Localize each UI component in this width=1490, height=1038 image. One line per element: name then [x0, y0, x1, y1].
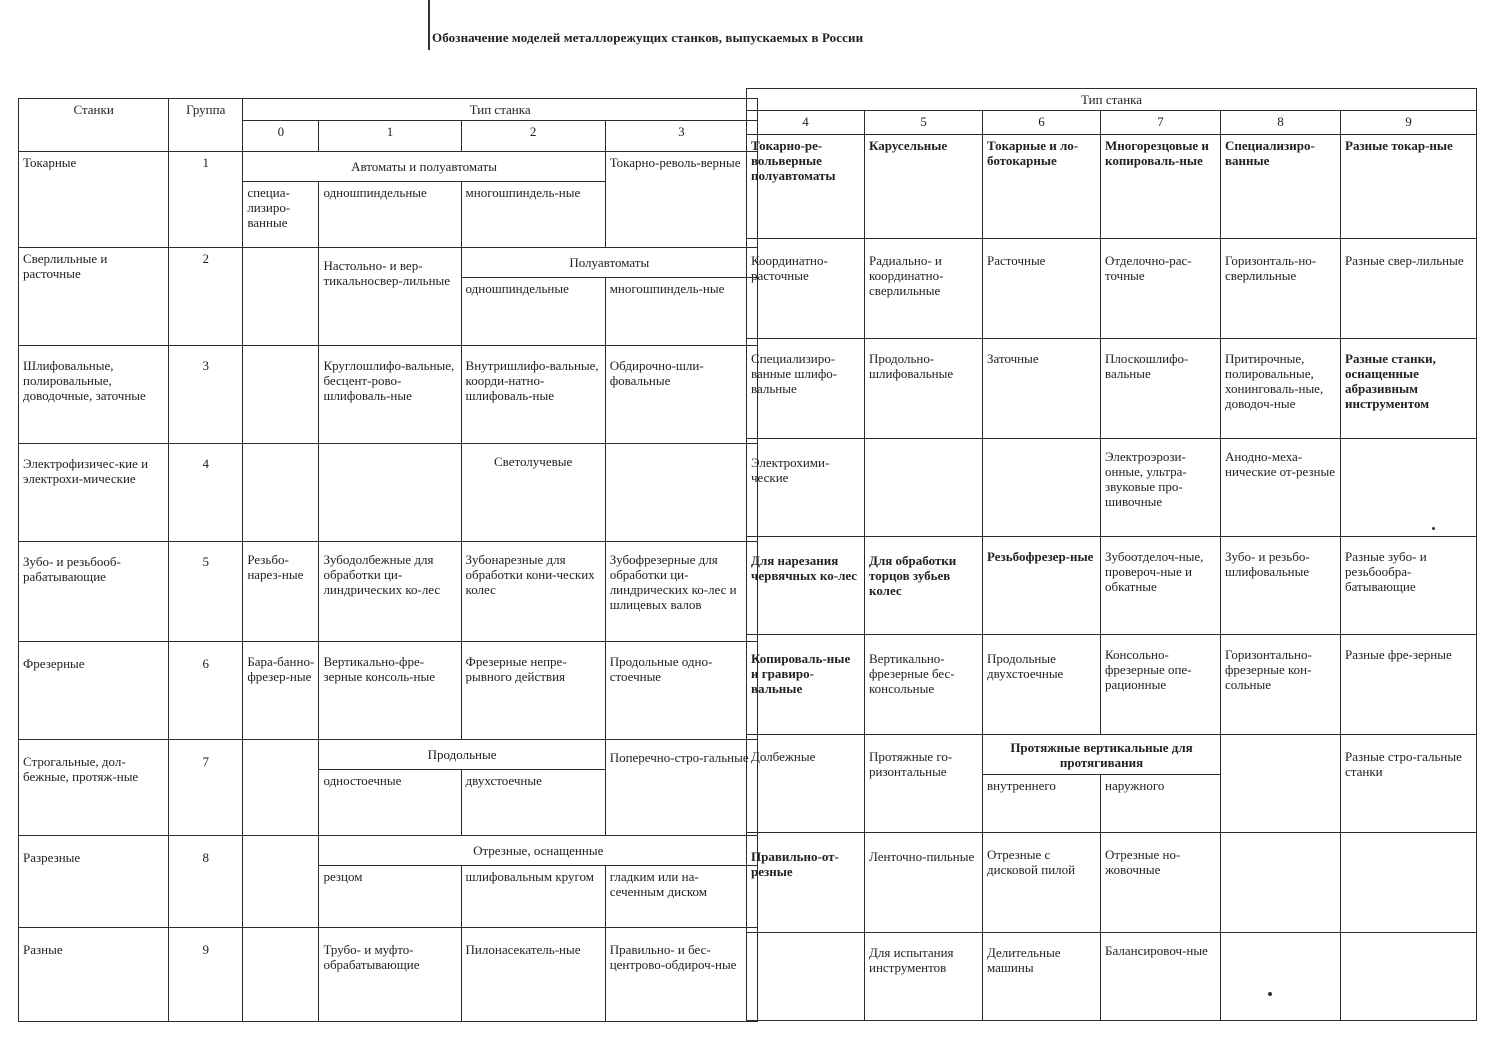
row-group: 8 — [169, 836, 243, 928]
cell-type-6: Продольные двухстоечные — [983, 635, 1101, 735]
cell-type-5: Продольно-шлифовальные — [865, 339, 983, 439]
cell-type-7: Многорезцовые и копироваль-ные — [1101, 135, 1221, 239]
row-name: Разные — [19, 928, 169, 1022]
row-name: Фрезерные — [19, 642, 169, 740]
cell-type-4: Правильно-от-резные — [747, 833, 865, 933]
cell-type-4: Электрохими-ческие — [747, 439, 865, 537]
cell-type-3: Обдирочно-шли-фовальные — [605, 346, 757, 444]
cell-type-2: Фрезерные непре-рывного действия — [461, 642, 605, 740]
cell-type-2: шлифовальным кругом — [461, 866, 605, 928]
cell-type-3: гладким или на-сеченным диском — [605, 866, 757, 928]
header-type-label: Тип станка — [747, 89, 1477, 111]
cell-type-5: Карусельные — [865, 135, 983, 239]
cell-type-1: Вертикально-фре-зерные консоль-ные — [319, 642, 461, 740]
cell-type-2: Пилонасекатель-ные — [461, 928, 605, 1022]
cell-type-6: внутреннего — [983, 775, 1101, 833]
cell-type-0 — [243, 836, 319, 928]
cell-type-9: Разные фре-зерные — [1341, 635, 1477, 735]
cell-type-7: Отрезные но-жовочные — [1101, 833, 1221, 933]
cell-type-7: Отделочно-рас-точные — [1101, 239, 1221, 339]
cell-type-6: Токарные и ло-ботокарные — [983, 135, 1101, 239]
cell-type-1: резцом — [319, 866, 461, 928]
cell-type-7: Электроэрози-онные, ультра-звуковые про-шивочные — [1101, 439, 1221, 537]
header-type-2: 2 — [461, 121, 605, 152]
cell-type-6: Расточные — [983, 239, 1101, 339]
cell-type-3 — [605, 444, 757, 542]
cell-type-9: Разные токар-ные — [1341, 135, 1477, 239]
cell-type-4 — [747, 933, 865, 1021]
cell-type-4: Координатно-расточные — [747, 239, 865, 339]
row-name: Токарные — [19, 152, 169, 248]
cell-type-1: Настольно- и вер-тикальносвер-лильные — [319, 248, 461, 346]
row-name: Зубо- и резьбооб-рабатывающие — [19, 542, 169, 642]
row-name: Шлифовальные, полировальные, доводочные, заточные — [19, 346, 169, 444]
row-name: Строгальные, дол-бежные, протяж-ные — [19, 740, 169, 836]
cell-type-1: Круглошлифо-вальные, бесцент-рово-шлифоваль-ные — [319, 346, 461, 444]
row-name: Сверлильные и расточные — [19, 248, 169, 346]
cell-type-9: Разные станки, оснащенные абразивным инструментом — [1341, 339, 1477, 439]
cell-type-2: одношпиндельные — [461, 278, 605, 346]
merged-cell: Полуавтоматы — [461, 248, 757, 278]
cell-type-0 — [243, 928, 319, 1022]
cell-type-6 — [983, 439, 1101, 537]
header-type-8: 8 — [1221, 111, 1341, 135]
cell-type-0 — [243, 740, 319, 836]
cell-type-9: Разные свер-лильные — [1341, 239, 1477, 339]
header-type-3: 3 — [605, 121, 757, 152]
cell-type-0: Бара-банно-фрезер-ные — [243, 642, 319, 740]
merged-cell: Автоматы и полуавтоматы — [243, 152, 605, 182]
cell-type-0: специа-лизиро-ванные — [243, 182, 319, 248]
cell-type-8: Притирочные, полировальные, хонинговаль-ные, доводоч-ные — [1221, 339, 1341, 439]
header-machines: Станки — [19, 99, 169, 152]
header-group: Группа — [169, 99, 243, 152]
cell-type-7: Консольно-фрезерные опе-рационные — [1101, 635, 1221, 735]
cell-type-1: Трубо- и муфто-обрабатывающие — [319, 928, 461, 1022]
cell-type-8 — [1221, 735, 1341, 833]
cell-type-1 — [319, 444, 461, 542]
cell-type-8: Специализиро-ванные — [1221, 135, 1341, 239]
cell-type-5: Для обработки торцов зубьев колес — [865, 537, 983, 635]
cell-type-2: многошпиндель-ные — [461, 182, 605, 248]
header-type-0: 0 — [243, 121, 319, 152]
cell-type-4: Долбежные — [747, 735, 865, 833]
cell-type-5: Ленточно-пильные — [865, 833, 983, 933]
row-group: 5 — [169, 542, 243, 642]
cell-type-6: Отрезные с дисковой пилой — [983, 833, 1101, 933]
cell-type-6: Делительные машины — [983, 933, 1101, 1021]
cell-type-7: Зубоотделоч-ные, провероч-ные и обкатные — [1101, 537, 1221, 635]
cell-type-3: Токарно-револь-верные — [605, 152, 757, 248]
cell-type-6: Заточные — [983, 339, 1101, 439]
cell-type-1: Зубодолбежные для обработки ци-линдрических ко-лес — [319, 542, 461, 642]
cell-type-3: Поперечно-стро-гальные — [605, 740, 757, 836]
cell-type-5 — [865, 439, 983, 537]
header-type-6: 6 — [983, 111, 1101, 135]
row-name: Электрофизичес-кие и электрохи-мические — [19, 444, 169, 542]
row-group: 7 — [169, 740, 243, 836]
row-group: 6 — [169, 642, 243, 740]
cell-type-3: Продольные одно-стоечные — [605, 642, 757, 740]
cell-type-3: многошпиндель-ные — [605, 278, 757, 346]
row-group: 4 — [169, 444, 243, 542]
cell-type-8: Зубо- и резьбо-шлифовальные — [1221, 537, 1341, 635]
cell-type-0 — [243, 248, 319, 346]
cell-type-8: Анодно-меха-нические от-резные — [1221, 439, 1341, 537]
cell-type-5: Протяжные го-ризонтальные — [865, 735, 983, 833]
header-type-9: 9 — [1341, 111, 1477, 135]
row-group: 1 — [169, 152, 243, 248]
cell-type-4: Копироваль-ные и гравиро-вальные — [747, 635, 865, 735]
row-group: 9 — [169, 928, 243, 1022]
header-type-label: Тип станка — [243, 99, 758, 121]
cell-type-2: Внутришлифо-вальные, коорди-натно-шлифоваль-ные — [461, 346, 605, 444]
cell-type-5: Для испытания инструментов — [865, 933, 983, 1021]
header-type-7: 7 — [1101, 111, 1221, 135]
scan-speck — [1268, 992, 1272, 996]
merged-cell: Отрезные, оснащенные — [319, 836, 758, 866]
page-title: Обозначение моделей металлорежущих станков, выпускаемых в России — [432, 30, 864, 45]
cell-type-1: одностоечные — [319, 770, 461, 836]
cell-type-9 — [1341, 833, 1477, 933]
header-type-1: 1 — [319, 121, 461, 152]
cell-type-7: Плоскошлифо-вальные — [1101, 339, 1221, 439]
cell-type-5: Вертикально-фрезерные бес-консольные — [865, 635, 983, 735]
cell-type-4: Специализиро-ванные шлифо-вальные — [747, 339, 865, 439]
cell-type-2: Зубонарезные для обработки кони-ческих колес — [461, 542, 605, 642]
cell-type-9: Разные зубо- и резьбообра-батывающие — [1341, 537, 1477, 635]
cell-type-4: Токарно-ре-вольверные полуавтоматы — [747, 135, 865, 239]
cell-type-6: Резьбофрезер-ные — [983, 537, 1101, 635]
cell-type-0 — [243, 444, 319, 542]
cell-type-9 — [1341, 933, 1477, 1021]
cell-type-9 — [1341, 439, 1477, 537]
header-type-5: 5 — [865, 111, 983, 135]
cell-type-2: Светолучевые — [461, 444, 605, 542]
scan-margin-line — [428, 0, 430, 50]
row-name: Разрезные — [19, 836, 169, 928]
cell-type-8: Горизонтально-фрезерные кон-сольные — [1221, 635, 1341, 735]
merged-cell: Протяжные вертикальные для протягивания — [983, 735, 1221, 775]
cell-type-7: наружного — [1101, 775, 1221, 833]
cell-type-8 — [1221, 833, 1341, 933]
cell-type-9: Разные стро-гальные станки — [1341, 735, 1477, 833]
row-group: 2 — [169, 248, 243, 346]
cell-type-5: Радиально- и координатно-сверлильные — [865, 239, 983, 339]
scan-speck — [1432, 527, 1435, 530]
right-table — [746, 88, 1477, 1021]
cell-type-8: Горизонталь-но-сверлильные — [1221, 239, 1341, 339]
left-table — [18, 98, 758, 1022]
cell-type-0 — [243, 346, 319, 444]
cell-type-7: Балансировоч-ные — [1101, 933, 1221, 1021]
merged-cell: Продольные — [319, 740, 605, 770]
cell-type-3: Зубофрезерные для обработки ци-линдрических ко-лес и шлицевых валов — [605, 542, 757, 642]
cell-type-2: двухстоечные — [461, 770, 605, 836]
header-type-4: 4 — [747, 111, 865, 135]
row-group: 3 — [169, 346, 243, 444]
cell-type-8 — [1221, 933, 1341, 1021]
cell-type-0: Резьбо-нарез-ные — [243, 542, 319, 642]
cell-type-1: одношпиндельные — [319, 182, 461, 248]
cell-type-4: Для нарезания червячных ко-лес — [747, 537, 865, 635]
cell-type-3: Правильно- и бес-центрово-обдироч-ные — [605, 928, 757, 1022]
